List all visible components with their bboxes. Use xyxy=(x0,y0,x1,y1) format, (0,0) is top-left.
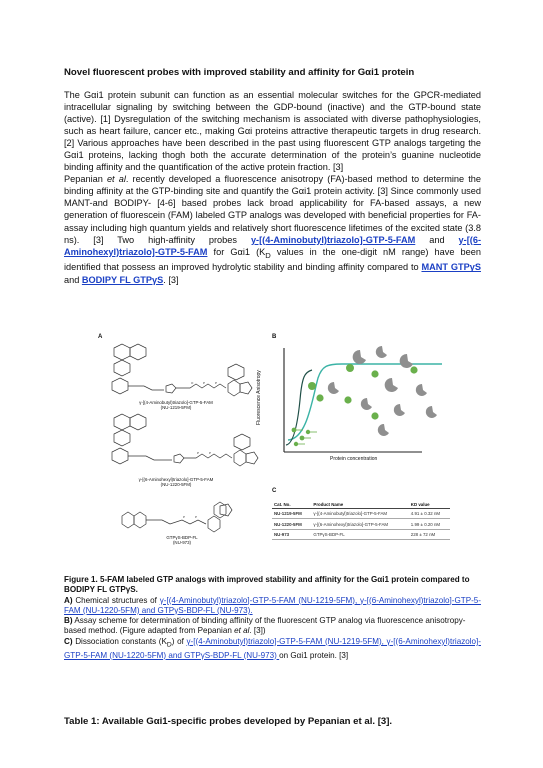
subscript: D xyxy=(265,250,271,260)
text-run: . recently developed a fluorescence anisotropy (FA)-based method to determine the binding affinity at the GTP-binding site and quantify the Gαi1 protein activity. [3] Since commonly used MANT-and BODIPY- [4-6] based probes lack broad applicability for FA-based assays, a new generation of fluorescein (FAM) labeled GTP analogs was developed with beneficial properties for FA-assay including high quantum yields and relatively short fluorescence lifetimes of the excited state (3.8 ns). [3] Two high-affinity probes xyxy=(64,174,481,245)
col-kd-value: KD value xyxy=(409,500,450,509)
protein-icon xyxy=(394,404,405,416)
probe-free-icon xyxy=(292,428,297,433)
panel-a-label: A xyxy=(98,334,103,340)
atom-label: O xyxy=(191,381,194,385)
molecule-3-label xyxy=(122,535,242,546)
molecule-2-id: (NU-1220-5FM) xyxy=(160,482,192,488)
atom-label: P xyxy=(209,451,212,455)
figure-caption xyxy=(64,575,481,661)
text-run: and xyxy=(415,234,459,245)
x-axis-label: Protein concentration xyxy=(330,456,378,462)
molecule-3-name: GTPγS-BDP-FL xyxy=(166,535,198,540)
protein-icon xyxy=(426,406,437,418)
atom-label: P xyxy=(197,451,200,455)
kd-table-header xyxy=(272,500,450,509)
protein-icon xyxy=(328,382,339,394)
probe-bound-icon xyxy=(346,364,354,372)
text-run: ) of xyxy=(171,636,187,646)
text-run: for Gαi1 (K xyxy=(207,246,266,257)
table-row xyxy=(272,529,450,539)
paragraph-1: The Gαi1 protein subunit can function as an essential molecular switches for the GPCR-mediated intracellular signaling by switching between the GDP-bound (inactive) and the GTP-bound state (active). [1] Dysregulation of the switching mechanism is associated with diverse pathophysiologies, such as heart failure, cancer etc., making Gαi proteins attractive therapeutic targets in drug research. [2] Various approaches have been described in the past using fluorescent GTP analogs targeting the Gαi1 proteins, lacking thogh both the accurate determination of the protein’s guanine nucleotide binding affinity and the quantification of the active protein fraction. [3] xyxy=(64,90,481,173)
panel-c-label: C xyxy=(272,488,277,494)
probe-bound-icon xyxy=(371,412,378,419)
table-cell: 4.91 ± 0.32 nM xyxy=(409,509,450,519)
table-cell: NU-973 xyxy=(272,529,311,539)
caption-a-link[interactable]: γ-[(4-Aminobutyl)triazolo]-GTP-5-FAM (NU-1219-5FM), γ-[(6-Aminohexyl)triazolo]-GTP-5-FAM (NU-1220-5FM) and GTPγS-BDP-FL (NU-973). xyxy=(64,595,482,615)
chemical-structures-illustration xyxy=(92,338,267,564)
page-title: Novel fluorescent probes with improved stability and affinity for Gαi1 protein xyxy=(64,67,415,78)
table-cell: NU-1219-5FM xyxy=(272,509,311,519)
molecule-1-name: γ-[(4-Aminobutyl)triazolo]-GTP-5-FAM xyxy=(139,400,213,405)
table-cell: γ-[(4-Aminobutyl)triazolo]-GTP-5-FAM xyxy=(311,509,408,519)
caption-c-label: C) xyxy=(64,636,73,646)
table-cell: 228 ± 72 nM xyxy=(409,529,450,539)
molecule-2-name: γ-[(6-Aminohexyl)triazolo]-GTP-5-FAM xyxy=(138,477,214,482)
probe-free-icon xyxy=(300,436,305,441)
text-run: and xyxy=(64,274,82,285)
probe-bound-icon xyxy=(371,370,378,377)
text-run: values in the one-digit nM range) have been identified that possess an improved hydrolytic stability and binding affinity compared to xyxy=(64,246,481,273)
caption-c-link[interactable]: γ-[(4-Aminobutyl)triazolo]-GTP-5-FAM (NU-1219-5FM), γ-[(6-Aminohexyl)triazolo]-GTP-5-FAM (NU-1220-5FM) and GTPγS-BDP-FL (NU-973) xyxy=(64,636,481,660)
link-aminobutyl-probe[interactable]: y-[(4-Aminobutyl)triazolo]-GTP-5-FAM xyxy=(250,234,416,245)
col-cat-no: Cat. No. xyxy=(272,500,311,509)
protein-icon xyxy=(353,350,366,364)
subscript: D xyxy=(166,641,172,649)
text-run: Chemical structures of xyxy=(72,595,160,605)
text-run: . [3]) xyxy=(249,626,266,636)
protein-icon xyxy=(416,384,427,396)
kd-table xyxy=(272,500,450,540)
probe-free-icon xyxy=(306,430,310,434)
atom-label: P xyxy=(195,515,198,519)
atom-label: P xyxy=(203,381,206,385)
protein-icon xyxy=(376,346,387,358)
atom-label: P xyxy=(215,381,218,385)
caption-b xyxy=(64,616,481,637)
molecule-3-id: (NU-973) xyxy=(172,540,192,546)
table-cell: 1.99 ± 0.20 nM xyxy=(409,519,450,529)
paragraph-2 xyxy=(64,173,481,285)
caption-b-label: B) xyxy=(64,616,73,626)
body-text xyxy=(64,89,481,286)
caption-a-label: A) xyxy=(64,595,73,605)
protein-icon xyxy=(378,424,389,436)
col-product-name: Product Name xyxy=(311,500,408,509)
probe-bound-icon xyxy=(344,396,351,403)
protein-icon xyxy=(400,354,413,368)
caption-a xyxy=(64,596,481,617)
molecule-1-id: (NU-1219-5FM) xyxy=(160,405,192,411)
caption-title-text: Figure 1. 5-FAM labeled GTP analogs with improved stability and affinity for the Gαi1 protein compared to BODIPY FL GTPγS. xyxy=(64,575,470,595)
text-run: Pepanian xyxy=(64,174,107,185)
text-run-italic: et al xyxy=(106,174,126,185)
atom-label: P xyxy=(183,515,186,519)
table-row xyxy=(272,509,450,519)
protein-icon xyxy=(361,398,372,410)
y-axis-label: Fluorescence Anisotropy xyxy=(256,370,262,425)
protein-icon xyxy=(385,378,398,392)
probe-bound-icon xyxy=(410,366,417,373)
caption-c xyxy=(64,637,481,661)
link-bodipy-gtpgs[interactable]: BODIPY FL GTPγS xyxy=(81,274,164,285)
text-run: Dissociation constants (K xyxy=(72,636,167,646)
text-run: on Gαi1 protein. [3] xyxy=(279,650,349,660)
table-row xyxy=(272,519,450,529)
table-1-title: Table 1: Available Gαi1-specific probes developed by Pepanian et al. [3]. xyxy=(64,716,393,727)
panel-b-label: B xyxy=(272,334,277,340)
table-cell: γ-[(6-Aminohexyl)triazolo]-GTP-5-FAM xyxy=(311,519,408,529)
probe-bound-icon xyxy=(316,394,323,401)
text-run: Assay scheme for determination of binding affinity of the fluorescent GTP analog via fluorescence anisotropy-based method. (Figure adapted from Pepanian xyxy=(64,616,466,636)
text-run: . [3] xyxy=(163,274,179,285)
molecule-1-label xyxy=(116,400,236,411)
molecule-2-label xyxy=(116,477,236,488)
table-cell: NU-1220-5FM xyxy=(272,519,311,529)
link-aminohexyl-probe[interactable]: y-[(6-Aminohexyl)triazolo]-GTP-5-FAM xyxy=(64,234,482,257)
probe-bound-icon xyxy=(308,382,316,390)
table-cell: GTPγS-BDP-FL xyxy=(311,529,408,539)
probe-free-icon xyxy=(294,442,298,446)
caption-title xyxy=(64,575,481,596)
link-mant-gtpgs[interactable]: MANT GTPγS xyxy=(421,262,481,273)
text-run-italic: et al xyxy=(234,626,250,636)
